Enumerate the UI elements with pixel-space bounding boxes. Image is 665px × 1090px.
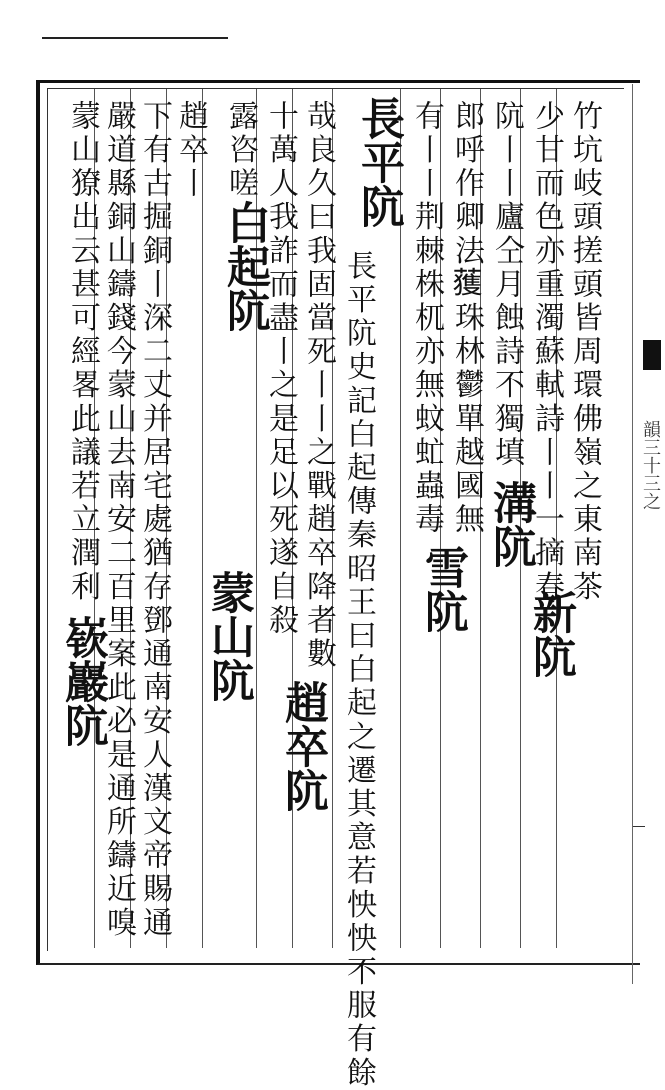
entry-heading-col: [417, 545, 468, 633]
text-column: 有丨丨荆棘株杌亦無蚊虻蟲毒: [409, 100, 444, 537]
fish-tail-mark: [643, 340, 661, 370]
text-column: [340, 250, 376, 1090]
entry-heading-col: [485, 480, 536, 568]
entry-heading: 雪阬: [417, 545, 468, 633]
entry-heading-col: [277, 680, 328, 812]
fold-tick: [633, 826, 645, 827]
entry-heading-col: [203, 570, 254, 702]
text-column: 哉良久曰我固當死丨丨之戰趙卒降者數: [301, 100, 336, 672]
text-column-part: 阬丨丨廬仝月蝕詩不獨填: [489, 100, 524, 470]
entry-heading: 趙卒阬: [277, 680, 328, 812]
text-column: 下有古掘銅丨深二丈并居宅處猶存鄧通南安人漢文帝賜通: [137, 100, 172, 940]
entry-heading: 嵚巖阬: [57, 615, 108, 747]
entry-heading-col: [525, 590, 576, 678]
text-column-part: 趙卒丨: [173, 100, 208, 201]
text-column: 嚴道縣銅山鑄錢今蒙山去南安二百里案此必是通所鑄近嗅: [101, 100, 136, 940]
text-column: 蒙山獠出云甚可經畧此議若立潤利: [65, 100, 100, 604]
text-column-spacer: [50, 100, 64, 950]
text-column-part: 露咨嗟: [223, 100, 258, 201]
text-column: [172, 100, 208, 950]
text-column: 郎呼作卿法𫉬珠林鬱單越國無: [449, 100, 484, 537]
top-rule: [42, 37, 228, 39]
entry-heading: 長平阬: [353, 96, 404, 228]
entry-heading: 溝阬: [485, 480, 536, 568]
text-column: 竹坑岐頭搓頭皆周環佛嶺之東南茶: [567, 100, 602, 604]
text-column: 少甘而色亦重濁蘇軾詩丨丨一摘春: [529, 100, 564, 604]
entry-heading-col: [57, 615, 108, 747]
entry-heading: 蒙山阬: [203, 570, 254, 702]
entry-heading: 白起阬: [219, 200, 270, 332]
entry-heading: 新阬: [525, 590, 576, 678]
page-fold-margin: [632, 84, 663, 984]
fold-label: 韻三十三之: [640, 420, 661, 510]
text-column-part: 長平阬史記白起傳秦昭王曰白起之遷其意若怏怏不服有餘: [341, 250, 376, 1090]
text-column: 十萬人我詐而盡丨之是足以死遂自殺: [263, 100, 298, 638]
